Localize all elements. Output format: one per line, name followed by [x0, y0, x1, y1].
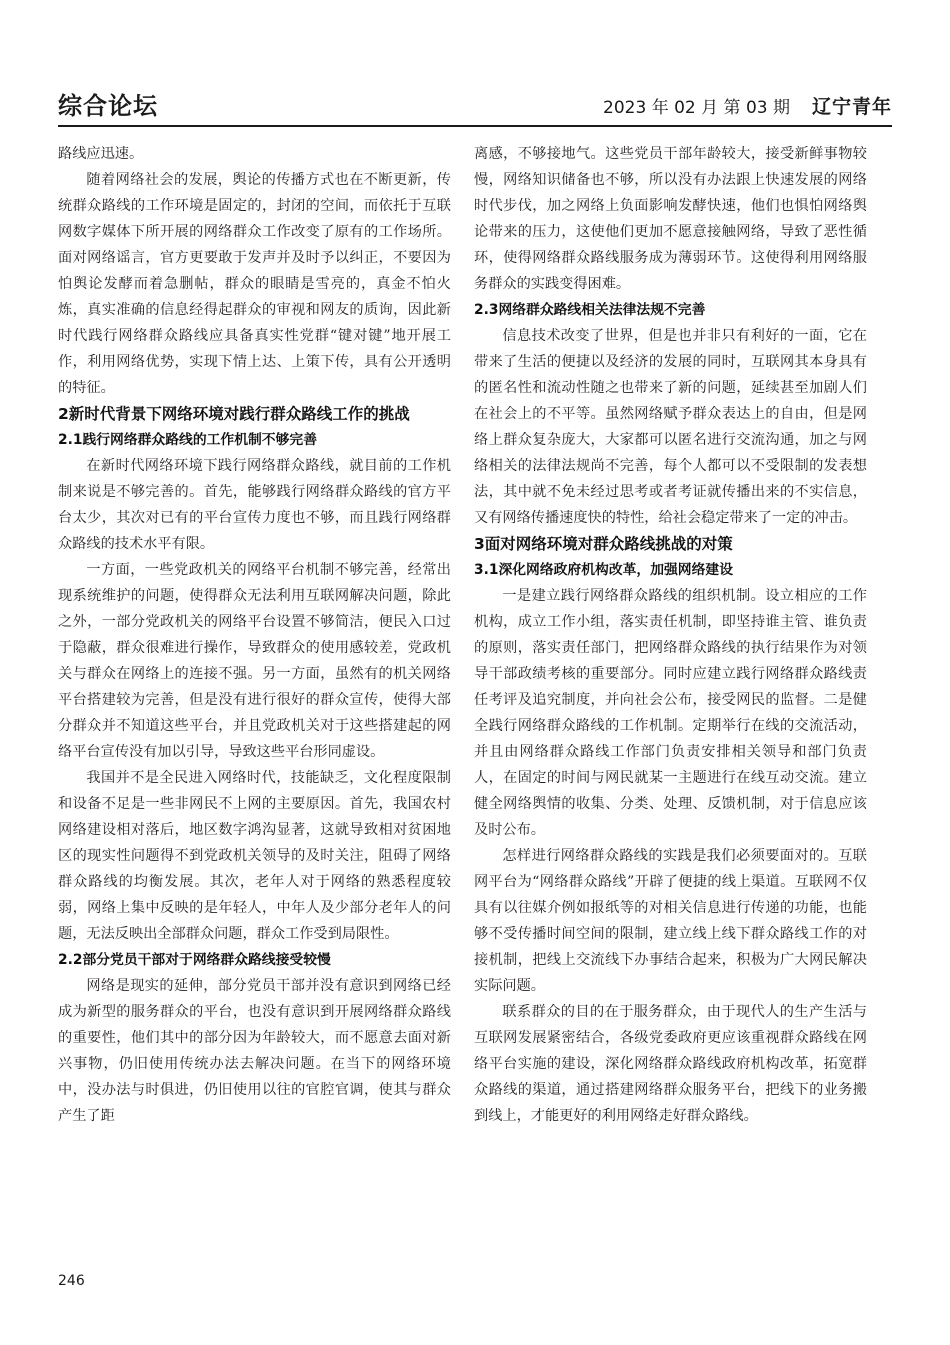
- header-rule: [58, 125, 892, 127]
- issue-date: 2023 年 02 月 第 03 期: [603, 98, 790, 118]
- section-heading: 2新时代背景下网络环境对践行群众路线工作的挑战: [58, 405, 410, 423]
- paragraph: 联系群众的目的在于服务群众，由于现代人的生产生活与互联网发展紧密结合，各级党委政府更应该重视群众路线在网络平台实施的建设，深化网络群众路线政府机构改革，拓宽群众路线的渠道，通过搭建网络群众服务平台，把线下的业务搬到线上，才能更好的利用网络走好群众路线。: [474, 1004, 867, 1124]
- paragraph: 网络是现实的延伸，部分党员干部并没有意识到网络已经成为新型的服务群众的平台，也没有意识到开展网络群众路线的重要性，他们其中的部分因为年龄较大，而不愿意去面对新兴事物，仍旧使用传统办法去解决问题。在当下的网络环境中，没办法与时俱进，仍旧使用以往的官腔官调，使其与群众产生了距: [58, 978, 451, 1124]
- issue-info: [603, 92, 892, 119]
- paragraph: 信息技术改变了世界，但是也并非只有利好的一面，它在带来了生活的便捷以及经济的发展的同时，互联网其本身具有的匿名性和流动性随之也带来了新的问题，延续甚至加剧人们在社会上的不平等。虽然网络赋予群众表达上的自由，但是网络上群众复杂庞大，大家都可以匿名进行交流沟通，加之与网络相关的法律法规尚不完善，每个人都可以不受限制的发表想法，其中就不免未经过思考或者考证就传播出来的不实信息，又有网络传播速度快的特性，给社会稳定带来了一定的冲击。: [474, 328, 867, 526]
- page-header: [58, 86, 892, 126]
- section-heading: 3面对网络环境对群众路线挑战的对策: [474, 535, 733, 553]
- paragraph: 怎样进行网络群众路线的实践是我们必须要面对的。互联网平台为“网络群众路线”开辟了便捷的线上渠道。互联网不仅具有以往媒介例如报纸等的对相关信息进行传递的功能，也能够不受传播时间空间的限制，建立线上线下群众路线工作的对接机制，把线上交流线下办事结合起来，积极为广大网民解决实际问题。: [474, 848, 867, 994]
- left-column: [58, 141, 451, 1276]
- paragraph: 一是建立践行网络群众路线的组织机制。设立相应的工作机构，成立工作小组，落实责任机制，即坚持谁主管、谁负责的原则，落实责任部门，把网络群众路线的执行结果作为对领导干部政绩考核的重要部分。同时应建立践行网络群众路线责任考评及追究制度，并向社会公布，接受网民的监督。二是健全践行网络群众路线的工作机制。定期举行在线的交流活动，并且由网络群众路线工作部门负责安排相关领导和部门负责人，在固定的时间与网民就某一主题进行在线互动交流。建立健全网络舆情的收集、分类、处理、反馈机制，对于信息应该及时公布。: [474, 588, 867, 838]
- subsection-heading: 2.1践行网络群众路线的工作机制不够完善: [58, 432, 317, 448]
- paragraph: 在新时代网络环境下践行网络群众路线，就目前的工作机制来说是不够完善的。首先，能够践行网络群众路线的官方平台太少，其次对已有的平台宣传力度也不够，而且践行网络群众路线的技术水平有限。: [58, 458, 451, 552]
- journal-name: 辽宁青年: [811, 96, 892, 118]
- subsection-heading: 2.3网络群众路线相关法律法规不完善: [474, 302, 706, 318]
- subsection-heading: 3.1深化网络政府机构改革，加强网络建设: [474, 562, 733, 578]
- page-number: 246: [58, 1273, 85, 1289]
- paragraph: 一方面，一些党政机关的网络平台机制不够完善，经常出现系统维护的问题，使得群众无法利用互联网解决问题，除此之外，一部分党政机关的网络平台设置不够简洁，便民入口过于隐蔽，群众很难进行操作，导致群众的使用感较差，党政机关与群众在网络上的连接不强。另一方面，虽然有的机关网络平台搭建较为完善，但是没有进行很好的群众宣传，使得大部分群众并不知道这些平台，并且党政机关对于这些搭建起的网络平台宣传没有加以引导，导致这些平台形同虚设。: [58, 562, 451, 760]
- section-name: 综合论坛: [58, 92, 158, 120]
- paragraph: 离感，不够接地气。这些党员干部年龄较大，接受新鲜事物较慢，网络知识储备也不够，所以没有办法跟上快速发展的网络时代步伐，加之网络上负面影响发酵快速，他们也惧怕网络舆论带来的压力，这使他们更加不愿意接触网络，导致了恶性循环，使得网络群众路线服务成为薄弱环节。这使得利用网络服务群众的实践变得困难。: [474, 146, 867, 292]
- paragraph: 路线应迅速。: [58, 146, 144, 162]
- paragraph: 随着网络社会的发展，舆论的传播方式也在不断更新，传统群众路线的工作环境是固定的，封闭的空间，而依托于互联网数字媒体下所开展的网络群众工作改变了原有的工作场所。面对网络谣言，官方更要敢于发声并及时予以纠正，不要因为怕舆论发酵而着急删帖，群众的眼睛是雪亮的，真金不怕火炼，真实准确的信息经得起群众的审视和网友的质询，因此新时代践行网络群众路线应具备真实性党群“键对键”地开展工作，利用网络优势，实现下情上达、上策下传，具有公开透明的特征。: [58, 172, 451, 396]
- paragraph: 我国并不是全民进入网络时代，技能缺乏，文化程度限制和设备不足是一些非网民不上网的主要原因。首先，我国农村网络建设相对落后，地区数字鸿沟显著，这就导致相对贫困地区的现实性问题得不到党政机关领导的及时关注，阻碍了网络群众路线的均衡发展。其次，老年人对于网络的熟悉程度较弱，网络上集中反映的是年轻人，中年人及少部分老年人的问题，无法反映出全部群众问题，群众工作受到局限性。: [58, 770, 451, 942]
- right-column: [474, 141, 867, 1276]
- subsection-heading: 2.2部分党员干部对于网络群众路线接受较慢: [58, 952, 331, 968]
